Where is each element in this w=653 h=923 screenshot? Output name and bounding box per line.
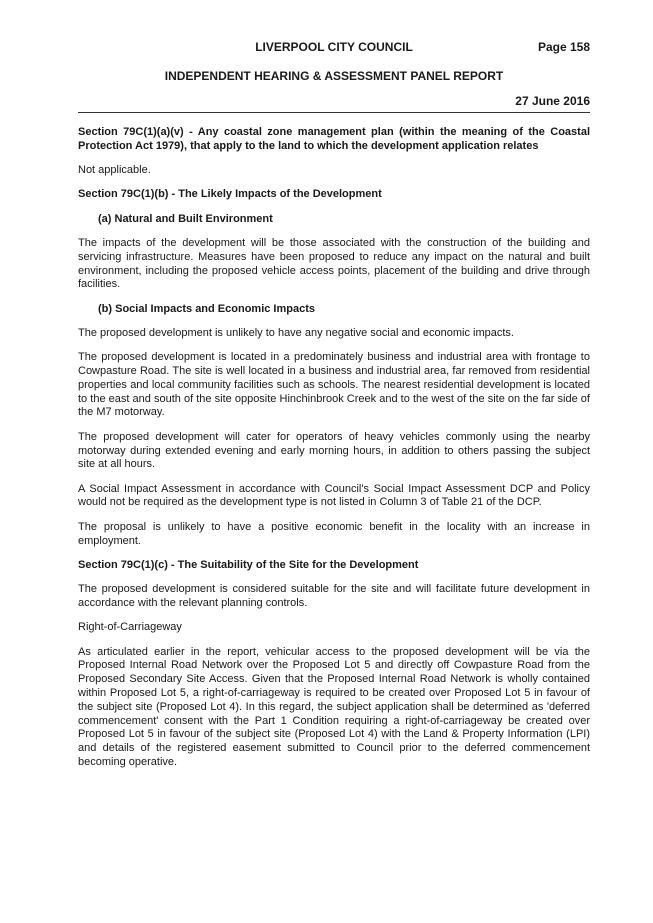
section-heading: Section 79C(1)(b) - The Likely Impacts of the Development [78, 188, 382, 201]
paragraph: The proposed development is located in a predominately business and industrial area with frontage to Cowpasture Road. The site is well located in a business and industrial area, far removed from residential properties and local community facilities such as schools. The nearest residential development is located to the east and south of the site opposite Hinchinbrook Creek and to the west of the site on the far side of the M7 motorway. [78, 351, 590, 419]
paragraph: The proposed development is unlikely to have any negative social and economic impacts. [78, 326, 514, 339]
page-number: Page 158 [537, 40, 590, 54]
paragraph: Right-of-Carriageway [78, 621, 182, 634]
paragraph: A Social Impact Assessment in accordance with Council's Social Impact Assessment DCP and Policy would not be required as the development type is not listed in Column 3 of Table 21 of the DCP. [78, 482, 590, 509]
subsection-heading: (b) Social Impacts and Economic Impacts [98, 302, 315, 315]
paragraph: The impacts of the development will be those associated with the construction of the building and servicing infrastructure. Measures have been proposed to reduce any impact on the natural and built environment, including the proposed vehicle access points, placement of the building and drive through facilities. [78, 236, 590, 291]
subsection-heading: (a) Natural and Built Environment [98, 212, 273, 225]
header-divider [78, 112, 590, 113]
report-body [78, 126, 590, 780]
section-heading: Section 79C(1)(c) - The Suitability of the Site for the Development [78, 558, 419, 571]
report-title: INDEPENDENT HEARING & ASSESSMENT PANEL REPORT [164, 69, 504, 83]
paragraph: The proposed development is considered suitable for the site and will facilitate future development in accordance with the relevant planning controls. [78, 583, 590, 609]
paragraph: The proposed development will cater for operators of heavy vehicles commonly using the nearby motorway during extended evening and early morning hours, in addition to others passing the subject site at all hours. [78, 430, 590, 471]
council-name: LIVERPOOL CITY COUNCIL [255, 40, 413, 54]
paragraph: The proposal is unlikely to have a positive economic benefit in the locality with an increase in employment. [78, 520, 590, 547]
report-date: 27 June 2016 [515, 94, 590, 108]
section-heading: Section 79C(1)(a)(v) - Any coastal zone management plan (within the meaning of the Coastal Protection Act 1979), that apply to the land to which the development application relates [78, 126, 590, 152]
paragraph: As articulated earlier in the report, vehicular access to the proposed development will be via the Proposed Internal Road Network over the Proposed Lot 5 and directly off Cowpasture Road from the Proposed Secondary Site Access. Given that the Proposed Internal Road Network is wholly contained within Proposed Lot 5, a right-of-carriageway is required to be created over Proposed Lot 5 in favour of the subject site (Proposed Lot 4). In this regard, the subject application shall be determined as 'deferred commencement' consent with the Part 1 Condition requiring a right-of-carriageway be created over Proposed Lot 5 in favour of the subject site (Proposed Lot 4) with the Land & Property Information (LPI) and details of the registered easement submitted to Council prior to the deferred commencement becoming operative. [78, 645, 590, 768]
paragraph: Not applicable. [78, 164, 151, 177]
